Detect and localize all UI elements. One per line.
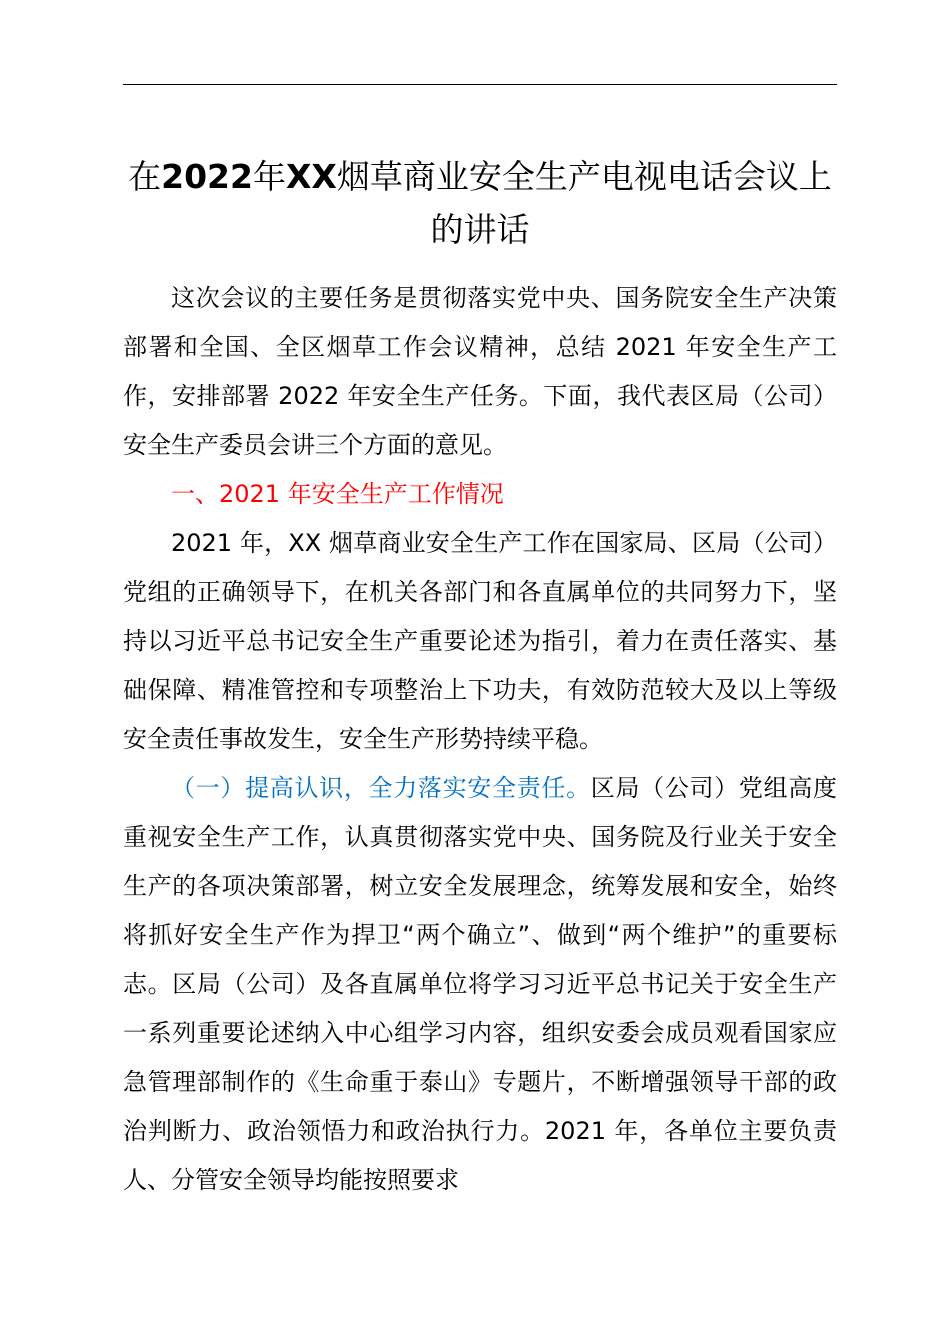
subheading-1: （一）提高认识，全力落实安全责任。 [171, 774, 591, 802]
document-title [123, 150, 837, 256]
title-part-5: 烟草商业安全生产电视电话会议上的讲话 [336, 157, 832, 249]
paragraph-2021-summary: 2021 年，XX 烟草商业安全生产工作在国家局、区局（公司）党组的正确领导下，在机关各部门和各直属单位的共同努力下，坚持以习近平总书记安全生产重要论述为指引，着力在责任落实、基础保障、精准管控和专项整治上下功夫，有效防范较大及以上等级安全责任事故发生，安全生产形势持续平稳。 [123, 529, 837, 753]
document-body [123, 274, 837, 1205]
section-heading-1: 一、2021 年安全生产工作情况 [171, 480, 504, 508]
title-part-2: 2022 [161, 157, 253, 196]
paragraph-responsibility [123, 764, 837, 1205]
title-part-1: 在 [128, 157, 162, 196]
title-part-3: 年 [252, 157, 286, 196]
title-part-4: XX [285, 157, 337, 196]
intro-paragraph: 这次会议的主要任务是贯彻落实党中央、国务院安全生产决策部署和全国、全区烟草工作会议精神，总结 2021 年安全生产工作，安排部署 2022 年安全生产任务。下面，我代表区局（公司）安全生产委员会讲三个方面的意见。 [123, 284, 837, 459]
paragraph-responsibility-text: 区局（公司）党组高度重视安全生产工作，认真贯彻落实党中央、国务院及行业关于安全生产的各项决策部署，树立安全发展理念，统筹发展和安全，始终将抓好安全生产作为捍卫“两个确立”、做到“两个维护”的重要标志。区局（公司）及各直属单位将学习习近平总书记关于安全生产一系列重要论述纳入中心组学习内容，组织安委会成员观看国家应急管理部制作的《生命重于泰山》专题片，不断增强领导干部的政治判断力、政治领悟力和政治执行力。2021 年，各单位主要负责人、分管安全领导均能按照要求 [123, 774, 838, 1194]
header-rule [123, 84, 837, 85]
